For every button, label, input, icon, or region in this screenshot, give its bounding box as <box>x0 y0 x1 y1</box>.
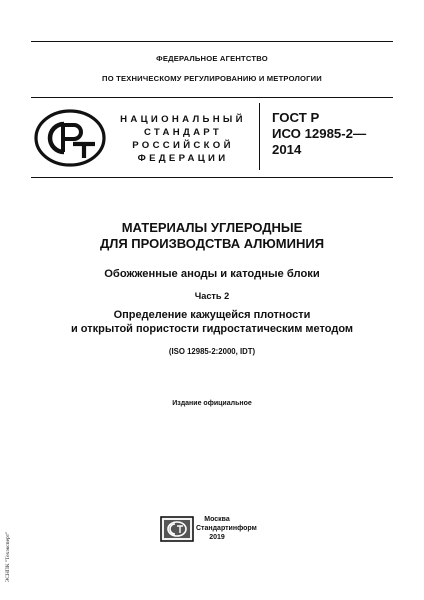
agency-line-2: ПО ТЕХНИЧЕСКОМУ РЕГУЛИРОВАНИЮ И МЕТРОЛОГИИ <box>102 74 322 83</box>
agency-line-1: ФЕДЕРАЛЬНОЕ АГЕНТСТВО <box>156 54 268 63</box>
national-standard-label: НАЦИОНАЛЬНЫЙ СТАНДАРТ РОССИЙСКОЙ ФЕДЕРАЦИИ <box>120 114 246 164</box>
publisher-info: Москва Стандартинформ 2019 <box>196 516 257 541</box>
part-number: Часть 2 <box>194 291 230 301</box>
subtitle: Обожженные аноды и катодные блоки <box>104 268 320 280</box>
header-rule <box>31 97 393 98</box>
standard-block-rule <box>31 177 393 178</box>
top-rule <box>31 41 393 42</box>
gost-number: ГОСТ Р ИСО 12985-2— 2014 <box>272 110 367 157</box>
standartinform-logo-icon <box>160 516 194 542</box>
side-watermark: ЭСНПК "Техэксперт" <box>5 531 11 583</box>
part-title: Определение кажущейся плотности и открытой пористости гидростатическим методом <box>70 309 354 335</box>
vertical-divider <box>259 103 260 170</box>
official-edition: Издание официальное <box>172 400 252 407</box>
iso-reference: (ISO 12985-2:2000, IDT) <box>168 347 256 356</box>
rst-certification-mark-icon <box>33 108 107 168</box>
main-title: МАТЕРИАЛЫ УГЛЕРОДНЫЕ ДЛЯ ПРОИЗВОДСТВА АЛЮМИНИЯ <box>99 220 325 251</box>
